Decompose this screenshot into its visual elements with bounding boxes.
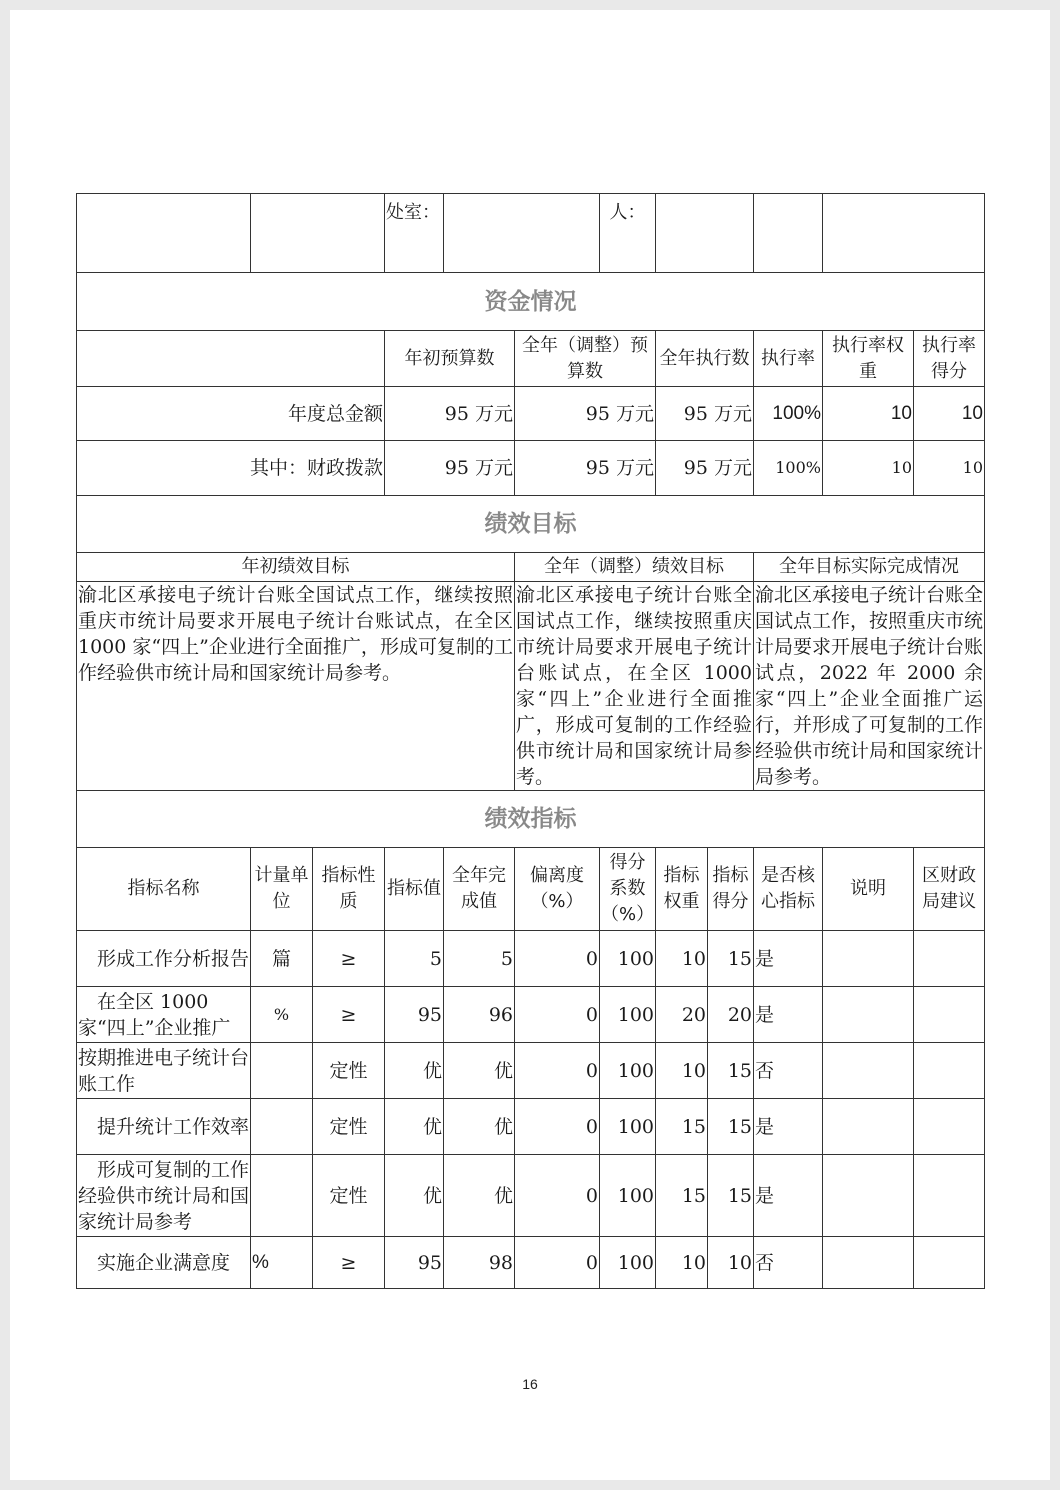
ind-actual: 优 <box>444 1099 515 1155</box>
office-value-cell[interactable] <box>444 194 600 273</box>
ind-header-note: 说明 <box>823 848 914 931</box>
funds-header-weight: 执行率权重 <box>823 331 914 387</box>
ind-nature: 定性 <box>313 1155 385 1237</box>
funds-row-total <box>77 387 985 441</box>
funds-header-blank <box>77 331 385 387</box>
ind-core: 否 <box>754 1043 823 1099</box>
funds-row-fiscal <box>77 441 985 496</box>
funds-adjusted: 95 万元 <box>515 441 656 496</box>
funds-adjusted: 95 万元 <box>515 387 656 441</box>
ind-header-unit: 计量单位 <box>251 848 313 931</box>
indicators-section-title: 绩效指标 <box>77 791 985 848</box>
indicator-row <box>77 987 985 1043</box>
ind-coef: 100 <box>600 931 656 987</box>
ind-header-suggestion: 区财政局建议 <box>914 848 985 931</box>
ind-suggestion <box>914 1043 985 1099</box>
ind-deviation: 0 <box>515 987 600 1043</box>
funds-initial: 95 万元 <box>385 441 515 496</box>
indicator-row <box>77 1237 985 1289</box>
funds-initial: 95 万元 <box>385 387 515 441</box>
ind-nature: 定性 <box>313 1099 385 1155</box>
ind-core: 是 <box>754 931 823 987</box>
ind-weight: 15 <box>656 1155 708 1237</box>
ind-weight: 20 <box>656 987 708 1043</box>
ind-nature: ≥ <box>313 1237 385 1289</box>
ind-weight: 10 <box>656 1237 708 1289</box>
ind-suggestion <box>914 1155 985 1237</box>
ind-header-name: 指标名称 <box>77 848 251 931</box>
ind-coef: 100 <box>600 1155 656 1237</box>
goals-header-row <box>77 553 985 582</box>
indicator-row <box>77 1043 985 1099</box>
ind-coef: 100 <box>600 987 656 1043</box>
ind-actual: 98 <box>444 1237 515 1289</box>
ind-note <box>823 1043 914 1099</box>
ind-note <box>823 1155 914 1237</box>
goals-adjusted-text: 渝北区承接电子统计台账全国试点工作，继续按照重庆市统计局要求开展电子统计台账试点，在全区 1000 家“四上”企业进行全面推广，形成可复制的工作经验供市统计局和国家统计局参考。 <box>515 582 754 791</box>
ind-target: 优 <box>385 1155 444 1237</box>
funds-row-label: 年度总金额 <box>77 387 385 441</box>
goals-content-row <box>77 582 985 791</box>
ind-nature: ≥ <box>313 931 385 987</box>
ind-target: 优 <box>385 1099 444 1155</box>
goals-section-title: 绩效目标 <box>77 496 985 553</box>
funds-executed: 95 万元 <box>656 387 754 441</box>
ind-weight: 10 <box>656 1043 708 1099</box>
ind-header-nature: 指标性质 <box>313 848 385 931</box>
ind-core: 是 <box>754 1099 823 1155</box>
ind-nature: 定性 <box>313 1043 385 1099</box>
goals-initial-text: 渝北区承接电子统计台账全国试点工作，继续按照重庆市统计局要求开展电子统计台账试点，在全区 1000 家“四上”企业进行全面推广，形成可复制的工作经验供市统计局和国家统计局参考。 <box>77 582 515 791</box>
ind-actual: 优 <box>444 1155 515 1237</box>
ind-score: 15 <box>708 931 754 987</box>
person-label: 人： <box>600 194 656 273</box>
ind-suggestion <box>914 931 985 987</box>
ind-deviation: 0 <box>515 1237 600 1289</box>
funds-rate: 100% <box>754 441 823 496</box>
ind-actual: 优 <box>444 1043 515 1099</box>
ind-core: 是 <box>754 987 823 1043</box>
ind-unit: 篇 <box>251 931 313 987</box>
ind-deviation: 0 <box>515 1043 600 1099</box>
funds-header-initial: 年初预算数 <box>385 331 515 387</box>
ind-suggestion <box>914 1099 985 1155</box>
ind-unit: % <box>251 1237 313 1289</box>
office-label: 处室： <box>385 194 444 273</box>
ind-nature: ≥ <box>313 987 385 1043</box>
funds-rate: 100% <box>754 387 823 441</box>
top-info-row <box>77 194 985 273</box>
ind-header-coef: 得分系数（%） <box>600 848 656 931</box>
ind-unit <box>251 1043 313 1099</box>
ind-core: 是 <box>754 1155 823 1237</box>
ind-unit <box>251 1099 313 1155</box>
funds-score: 10 <box>914 441 985 496</box>
indicator-row <box>77 1099 985 1155</box>
funds-header-row <box>77 331 985 387</box>
funds-score: 10 <box>914 387 985 441</box>
ind-deviation: 0 <box>515 1099 600 1155</box>
ind-weight: 15 <box>656 1099 708 1155</box>
ind-name: 提升统计工作效率 <box>77 1099 251 1155</box>
funds-header-rate: 执行率 <box>754 331 823 387</box>
ind-name: 在全区 1000 家“四上”企业推广 <box>77 987 251 1043</box>
ind-core: 否 <box>754 1237 823 1289</box>
ind-suggestion <box>914 1237 985 1289</box>
top-cell <box>754 194 823 273</box>
ind-score: 10 <box>708 1237 754 1289</box>
ind-suggestion <box>914 987 985 1043</box>
ind-note <box>823 1099 914 1155</box>
ind-name: 按期推进电子统计台账工作 <box>77 1043 251 1099</box>
funds-section-title: 资金情况 <box>77 273 985 331</box>
ind-header-target: 指标值 <box>385 848 444 931</box>
person-value-cell[interactable] <box>656 194 754 273</box>
ind-coef: 100 <box>600 1043 656 1099</box>
ind-name: 形成工作分析报告 <box>77 931 251 987</box>
goals-actual-text: 渝北区承接电子统计台账全国试点工作，按照重庆市统计局要求开展电子统计台账试点，2022 年 2000 余家“四上”企业全面推广运行，并形成了可复制的工作经验供市统计局和国家统计局参考。 <box>754 582 985 791</box>
goals-header-initial: 年初绩效目标 <box>77 553 515 582</box>
indicators-header-row <box>77 848 985 931</box>
page-number: 16 <box>522 1376 538 1392</box>
ind-deviation: 0 <box>515 1155 600 1237</box>
funds-weight: 10 <box>823 441 914 496</box>
ind-header-actual: 全年完成值 <box>444 848 515 931</box>
ind-target: 优 <box>385 1043 444 1099</box>
goals-header-adjusted: 全年（调整）绩效目标 <box>515 553 754 582</box>
funds-header-adjusted: 全年（调整）预算数 <box>515 331 656 387</box>
ind-target: 95 <box>385 1237 444 1289</box>
ind-score: 15 <box>708 1043 754 1099</box>
ind-actual: 5 <box>444 931 515 987</box>
ind-actual: 96 <box>444 987 515 1043</box>
funds-header-score: 执行率得分 <box>914 331 985 387</box>
ind-header-core: 是否核心指标 <box>754 848 823 931</box>
ind-score: 15 <box>708 1155 754 1237</box>
ind-target: 95 <box>385 987 444 1043</box>
ind-note <box>823 1237 914 1289</box>
top-cell <box>823 194 985 273</box>
ind-note <box>823 987 914 1043</box>
indicator-row <box>77 931 985 987</box>
funds-weight: 10 <box>823 387 914 441</box>
ind-coef: 100 <box>600 1099 656 1155</box>
funds-header-executed: 全年执行数 <box>656 331 754 387</box>
funds-executed: 95 万元 <box>656 441 754 496</box>
ind-name: 形成可复制的工作经验供市统计局和国家统计局参考 <box>77 1155 251 1237</box>
ind-weight: 10 <box>656 931 708 987</box>
ind-header-score: 指标得分 <box>708 848 754 931</box>
indicator-row <box>77 1155 985 1237</box>
ind-target: 5 <box>385 931 444 987</box>
funds-row-label: 其中：财政拨款 <box>77 441 385 496</box>
ind-unit: % <box>251 987 313 1043</box>
ind-note <box>823 931 914 987</box>
ind-header-deviation: 偏离度（%） <box>515 848 600 931</box>
ind-header-weight: 指标权重 <box>656 848 708 931</box>
goals-header-actual: 全年目标实际完成情况 <box>754 553 985 582</box>
ind-score: 20 <box>708 987 754 1043</box>
top-cell <box>77 194 251 273</box>
ind-deviation: 0 <box>515 931 600 987</box>
ind-score: 15 <box>708 1099 754 1155</box>
ind-coef: 100 <box>600 1237 656 1289</box>
ind-name: 实施企业满意度 <box>77 1237 251 1289</box>
ind-unit <box>251 1155 313 1237</box>
top-cell <box>251 194 385 273</box>
performance-table <box>76 193 985 1289</box>
